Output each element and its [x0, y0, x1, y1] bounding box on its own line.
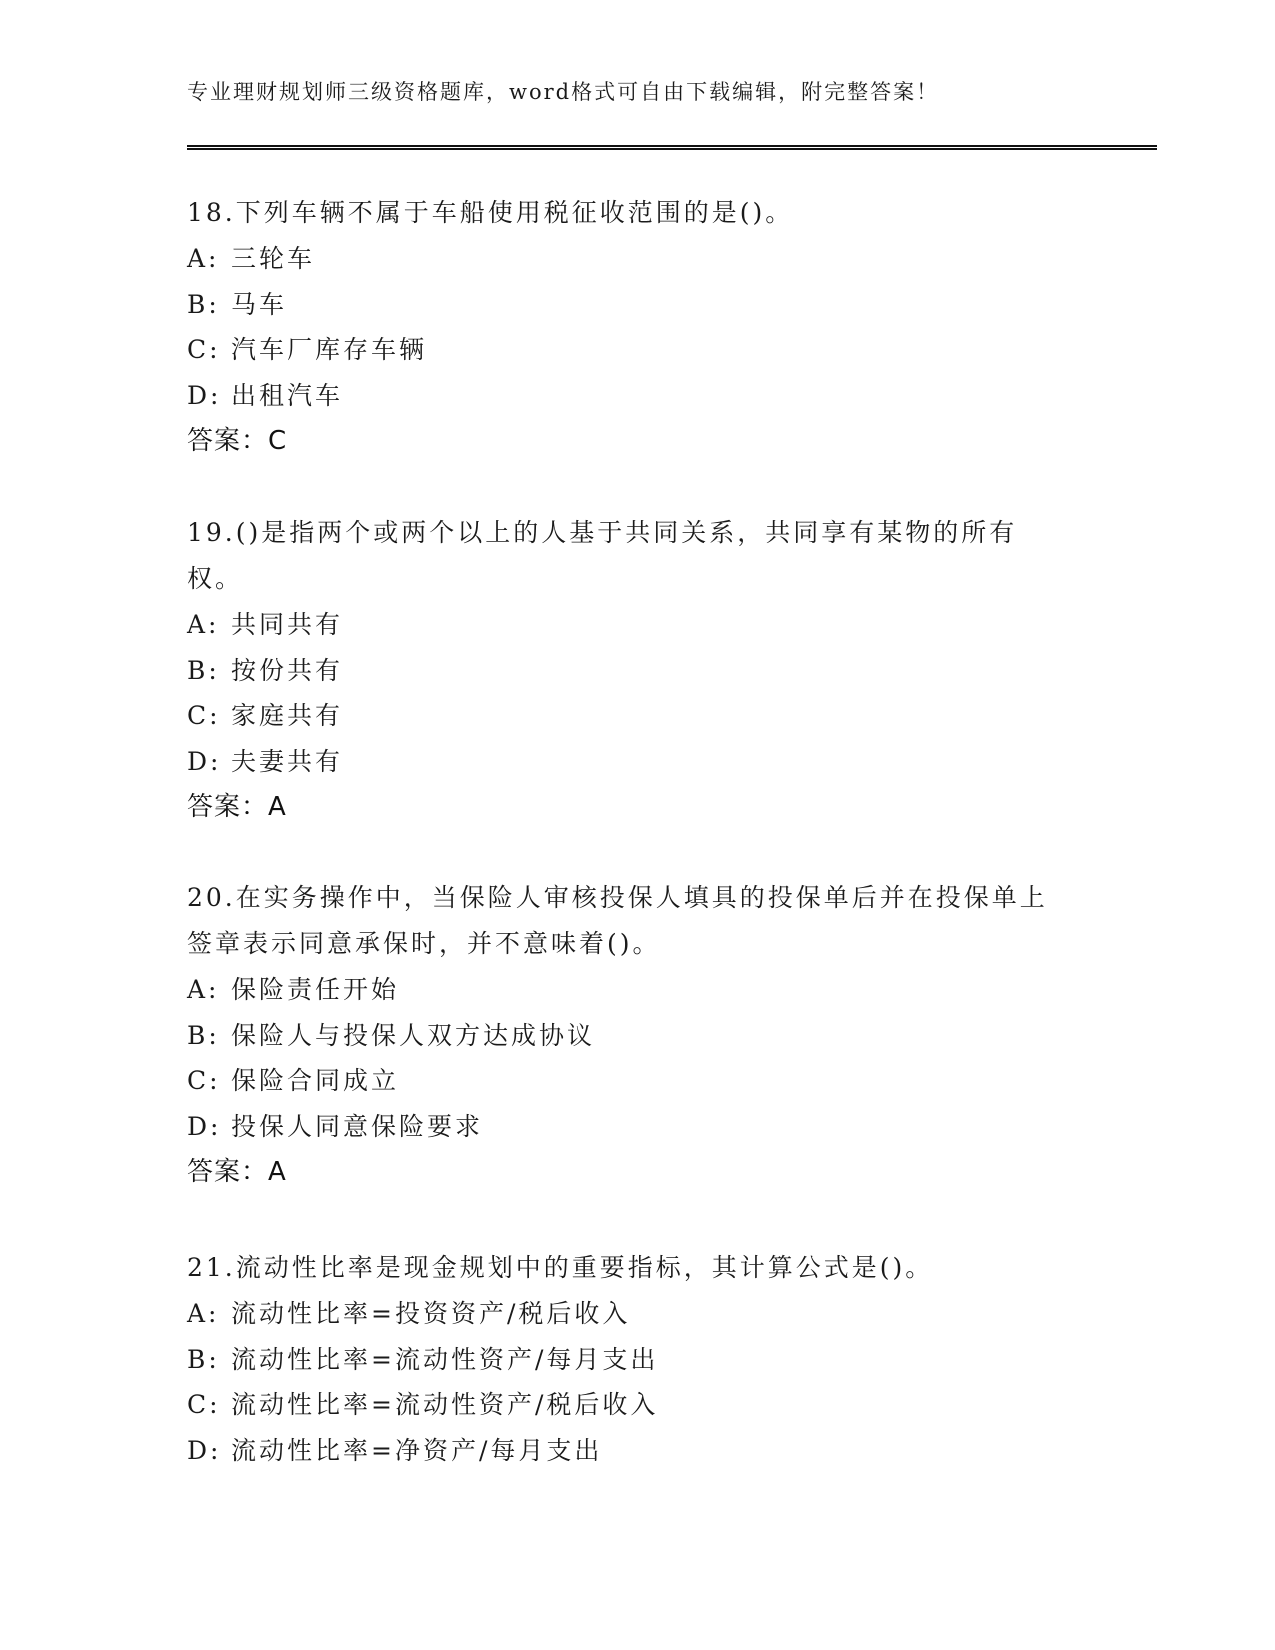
question-19	[187, 510, 1067, 830]
option-key: C:	[187, 1066, 221, 1095]
header-divider	[187, 145, 1157, 150]
answer: 答案：A	[187, 792, 287, 822]
question-stem: 20.在实务操作中，当保险人审核投保人填具的投保单后并在投保单上签章表示同意承保时，并不意味着()。	[187, 883, 1048, 958]
question-18	[187, 190, 1087, 464]
question-stem: 19.()是指两个或两个以上的人基于共同关系，共同享有某物的所有权。	[187, 518, 1018, 593]
option-text: 流动性比率=净资产/每月支出	[231, 1435, 603, 1465]
option-key: A:	[187, 610, 220, 639]
option-c	[187, 327, 1087, 373]
option-a	[187, 236, 1087, 282]
option-text: 流动性比率=流动性资产/税后收入	[231, 1390, 659, 1419]
option-key: D:	[187, 746, 222, 776]
option-b	[187, 1013, 1067, 1059]
option-text: 家庭共有	[231, 701, 344, 730]
option-text: 投保人同意保险要求	[231, 1111, 484, 1141]
option-a	[187, 1291, 1087, 1337]
option-d	[187, 373, 1087, 419]
option-b	[187, 282, 1087, 328]
question-21	[187, 1245, 1087, 1473]
option-key: C:	[187, 701, 221, 730]
option-key: D:	[187, 1111, 222, 1141]
option-c	[187, 1382, 1087, 1428]
option-a	[187, 967, 1067, 1013]
option-text: 共同共有	[231, 610, 344, 639]
option-key: B:	[187, 1344, 220, 1374]
option-text: 保险人与投保人双方达成协议	[231, 1020, 596, 1050]
option-text: 流动性比率=投资资产/税后收入	[231, 1299, 631, 1328]
option-text: 汽车厂库存车辆	[231, 335, 428, 364]
option-text: 出租汽车	[231, 380, 344, 410]
question-20	[187, 875, 1067, 1195]
answer: 答案：A	[187, 1157, 287, 1187]
option-key: D:	[187, 380, 222, 410]
option-a	[187, 602, 1067, 648]
option-c	[187, 1058, 1067, 1104]
option-key: A:	[187, 244, 220, 273]
option-key: C:	[187, 1390, 221, 1419]
option-key: B:	[187, 289, 220, 319]
option-key: C:	[187, 335, 221, 364]
option-key: B:	[187, 655, 220, 685]
option-key: D:	[187, 1435, 222, 1465]
option-d	[187, 1104, 1067, 1150]
question-stem: 18.下列车辆不属于车船使用税征收范围的是()。	[187, 198, 794, 227]
question-stem: 21.流动性比率是现金规划中的重要指标，其计算公式是()。	[187, 1253, 934, 1282]
option-key: B:	[187, 1020, 220, 1050]
option-b	[187, 1337, 1087, 1383]
option-text: 按份共有	[231, 655, 344, 685]
option-c	[187, 693, 1067, 739]
option-text: 三轮车	[231, 244, 316, 273]
option-key: A:	[187, 1299, 220, 1328]
option-b	[187, 648, 1067, 694]
answer: 答案：C	[187, 426, 288, 456]
option-text: 夫妻共有	[231, 746, 344, 776]
option-d	[187, 1428, 1087, 1474]
option-text: 保险责任开始	[231, 975, 400, 1004]
option-text: 马车	[231, 289, 288, 319]
option-text: 流动性比率=流动性资产/每月支出	[231, 1344, 659, 1374]
option-text: 保险合同成立	[231, 1066, 400, 1095]
page-header: 专业理财规划师三级资格题库，word格式可自由下载编辑，附完整答案！	[187, 80, 940, 104]
option-d	[187, 739, 1067, 785]
option-key: A:	[187, 975, 220, 1004]
